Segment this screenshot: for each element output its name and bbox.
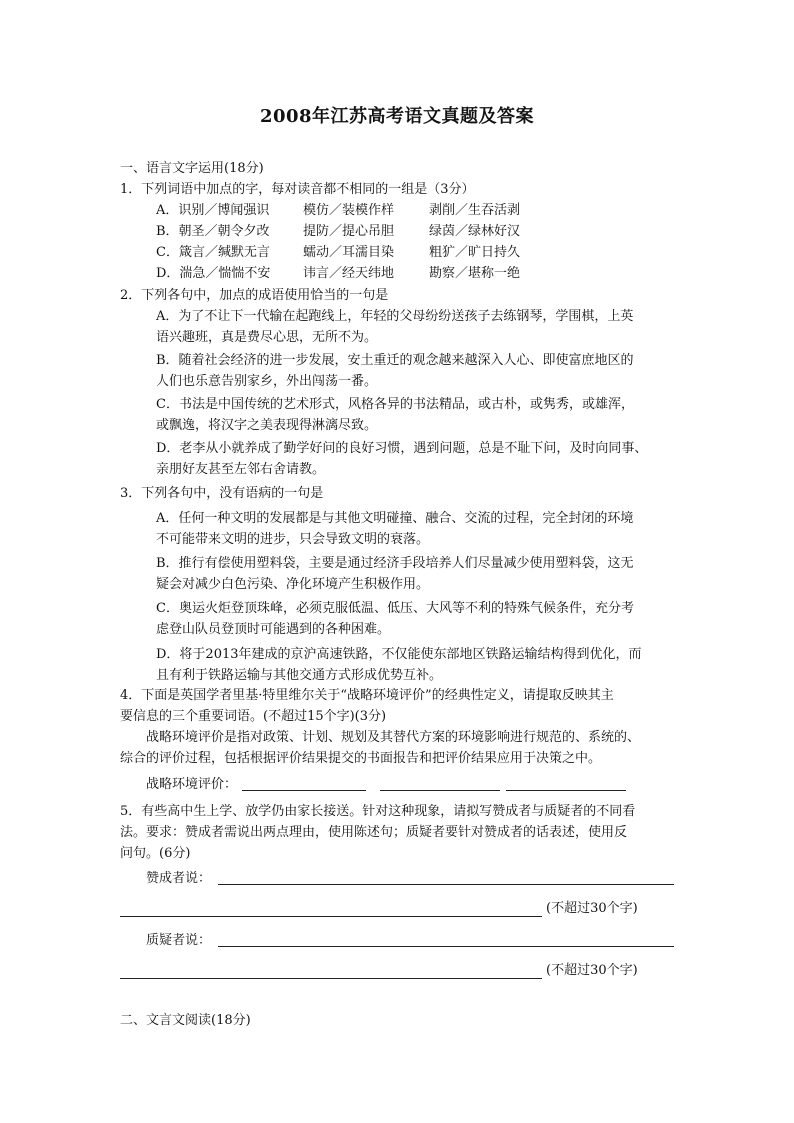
question-3-option-d-line1: D．将于2013年建成的京沪高速铁路，不仅能使东部地区铁路运输结构得到优化，而 [156,647,642,662]
supporter-word-limit: (不超过30个字) [546,901,638,916]
question-5-stem-line1: 5．有些高中生上学、放学仍由家长接送。针对这种现象，请拟写赞成者与质疑者的不同看 [120,804,636,819]
option-b-col2: 提防／提心吊胆 [303,224,395,239]
option-c-col2: 蠕动／耳濡目染 [303,245,395,260]
question-1-stem: 1．下列词语中加点的字，每对读音都不相同的一组是（3分） [120,182,475,197]
page-title: 2008年江苏高考语文真题及答案 [259,106,535,127]
question-3-option-b-line1: B．推行有偿使用塑料袋，主要是通过经济手段培养人们尽量减少使用塑料袋，这无 [156,556,634,571]
option-d-col3: 勘察／堪称一绝 [429,266,521,281]
question-3-option-c-line2: 虑登山队员登顶时可能遇到的各种困难。 [156,622,391,637]
supporter-label: 赞成者说： [146,871,212,886]
question-2-option-c-line2: 或飘逸，将汉字之美表现得淋漓尽致。 [156,418,378,433]
question-4-answer-label: 战略环境评价： [146,777,238,792]
skeptic-label: 质疑者说： [146,933,212,948]
question-3-option-c-line1: C．奥运火炬登顶珠峰，必须克服低温、低压、大风等不利的特殊气候条件，充分考 [156,601,634,616]
question-5-stem-line2: 法。要求：赞成者需说出两点理由，使用陈述句；质疑者要针对赞成者的话表述，使用反 [120,825,628,840]
question-2-option-c-line1: C．书法是中国传统的艺术形式，风格各异的书法精品，或古朴，或隽秀，或雄浑， [156,397,634,412]
question-5-stem-line3: 问句。(6分) [120,846,191,861]
section-heading: 一、语言文字运用(18分) [120,161,264,176]
skeptic-answer-line-1[interactable] [218,946,674,947]
question-4-stem-line2: 要信息的三个重要词语。(不超过15个字)(3分) [120,709,387,724]
question-2-stem: 2．下列各句中，加点的成语使用恰当的一句是 [120,288,389,303]
question-3-option-b-line2: 疑会对减少白色污染、净化环境产生积极作用。 [156,577,430,592]
question-2-option-a-line2: 语兴趣班，真是费尽心思，无所不为。 [156,330,378,345]
question-2-option-b-line1: B．随着社会经济的进一步发展，安土重迁的观念越来越深入人心、即使富庶地区的 [156,353,634,368]
option-a-col2: 模仿／装模作样 [303,203,395,218]
option-a-col3: 剥削／生吞活剥 [429,203,521,218]
question-4-passage-line1: 战略环境评价是指对政策、计划、规划及其替代方案的环境影响进行规范的、系统的、 [146,730,641,745]
answer-blank-2[interactable] [380,790,500,791]
option-a-col1: A．识别／博闻强识 [156,203,270,218]
question-4-stem-line1: 4．下面是英国学者里基·特里维尔关于“战略环境评价”的经典性定义，请提取反映其主 [120,688,614,703]
skeptic-answer-line-2[interactable] [120,978,542,979]
supporter-answer-line-1[interactable] [218,884,674,885]
answer-blank-1[interactable] [242,790,366,791]
option-d-col2: 讳言／经天纬地 [303,266,395,281]
option-c-col3: 粗犷／旷日持久 [429,245,521,260]
section-heading: 二、文言文阅读(18分) [120,1013,251,1028]
question-4-passage-line2: 综合的评价过程，包括根据评价结果提交的书面报告和把评价结果应用于决策之中。 [120,751,602,766]
option-b-col3: 绿茵／绿林好汉 [429,224,521,239]
question-2-option-b-line2: 人们也乐意告别家乡，外出闯荡一番。 [156,374,378,389]
question-2-option-d-line2: 亲朋好友甚至左邻右舍请教。 [156,462,326,477]
question-2-option-a-line1: A．为了不让下一代输在起跑线上，年轻的父母纷纷送孩子去练钢琴，学围棋，上英 [156,309,634,324]
question-2-option-d-line1: D．老李从小就养成了勤学好问的良好习惯，遇到问题，总是不耻下问，及时向同事、 [156,441,648,456]
question-3-option-a-line2: 不可能带来文明的进步，只会导致文明的衰落。 [156,532,430,547]
question-3-option-a-line1: A．任何一种文明的发展都是与其他文明碰撞、融合、交流的过程，完全封闭的环境 [156,511,634,526]
question-3-stem: 3．下列各句中，没有语病的一句是 [120,486,324,501]
supporter-answer-line-2[interactable] [120,916,542,917]
option-c-col1: C．箴言／缄默无言 [156,245,270,260]
answer-blank-3[interactable] [506,790,626,791]
skeptic-word-limit: (不超过30个字) [546,963,638,978]
option-b-col1: B．朝圣／朝令夕改 [156,224,270,239]
question-3-option-d-line2: 且有利于铁路运输与其他交通方式形成优势互补。 [156,668,443,683]
option-d-col1: D．湍急／惴惴不安 [156,266,271,281]
